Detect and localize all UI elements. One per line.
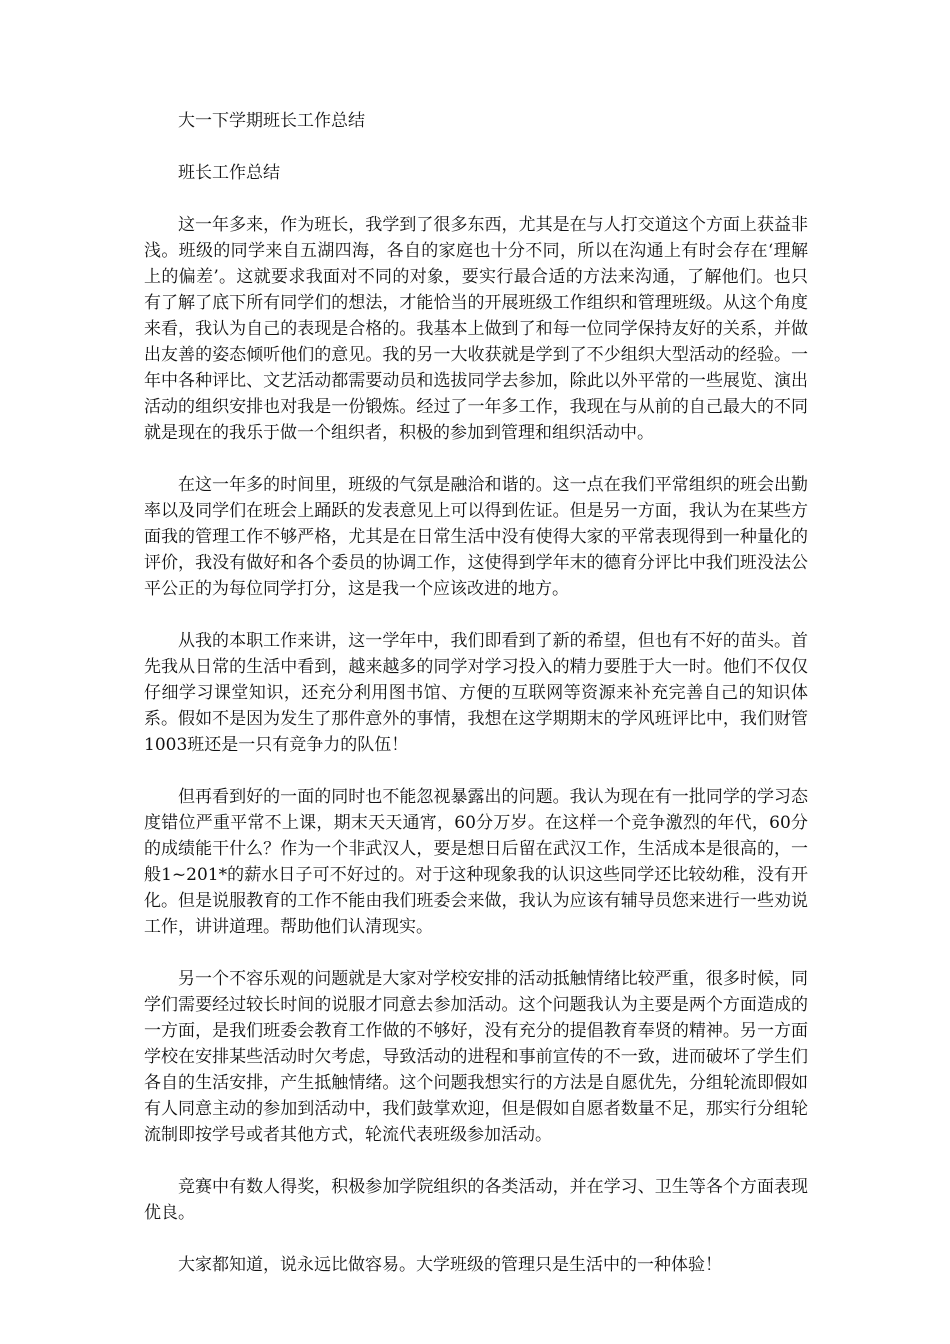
- paragraph-2: 在这一年多的时间里，班级的气氛是融洽和谐的。这一点在我们平常组织的班会出勤率以及同学们在班会上踊跃的发表意见上可以得到佐证。但是另一方面，我认为在某些方面我的管理工作不够严格，尤其是在日常生活中没有使得大家的平常表现得到一种量化的评价，我没有做好和各个委员的协调工作，这使得到学年末的德育分评比中我们班没法公平公正的为每位同学打分，这是我一个应该改进的地方。: [144, 475, 808, 599]
- paragraph-1: 这一年多来，作为班长，我学到了很多东西，尤其是在与人打交道这个方面上获益非浅。班级的同学来自五湖四海，各自的家庭也十分不同，所以在沟通上有时会存在‘理解上的偏差’。这就要求我面对不同的对象，要实行最合适的方法来沟通，了解他们。也只有了解了底下所有同学们的想法，才能恰当的开展班级工作组织和管理班级。从这个角度来看，我认为自己的表现是合格的。我基本上做到了和每一位同学保持友好的关系，并做出友善的姿态倾听他们的意见。我的另一大收获就是学到了不少组织大型活动的经验。一年中各种评比、文艺活动都需要动员和选拔同学去参加，除此以外平常的一些展览、演出活动的组织安排也对我是一份锻炼。经过了一年多工作，我现在与从前的自己最大的不同就是现在的我乐于做一个组织者，积极的参加到管理和组织活动中。: [144, 215, 808, 443]
- paragraph-5: 另一个不容乐观的问题就是大家对学校安排的活动抵触情绪比较严重，很多时候，同学们需要经过较长时间的说服才同意去参加活动。这个问题我认为主要是两个方面造成的一方面，是我们班委会教育工作做的不够好，没有充分的提倡教育奉贤的精神。另一方面学校在安排某些活动时欠考虑，导致活动的进程和事前宣传的不一致，进而破坏了学生们各自的生活安排，产生抵触情绪。这个问题我想实行的方法是自愿优先，分组轮流即假如有人同意主动的参加到活动中，我们鼓掌欢迎，但是假如自愿者数量不足，那实行分组轮流制即按学号或者其他方式，轮流代表班级参加活动。: [144, 969, 808, 1145]
- document-title: 大一下学期班长工作总结: [178, 111, 365, 131]
- document-subtitle: 班长工作总结: [178, 163, 280, 183]
- paragraph-6: 竞赛中有数人得奖，积极参加学院组织的各类活动，并在学习、卫生等各个方面表现优良。: [144, 1177, 808, 1223]
- paragraph-7: 大家都知道，说永远比做容易。大学班级的管理只是生活中的一种体验！: [178, 1255, 722, 1275]
- paragraph-4: 但再看到好的一面的同时也不能忽视暴露出的问题。我认为现在有一批同学的学习态度错位严重平常不上课，期末天天通宵，60分万岁。在这样一个竞争激烈的年代，60分的成绩能干什么？作为一个非武汉人，要是想日后留在武汉工作，生活成本是很高的，一般1~201*的薪水日子可不好过的。对于这种现象我的认识这些同学还比较幼稚，没有开化。但是说服教育的工作不能由我们班委会来做，我认为应该有辅导员您来进行一些劝说工作，讲讲道理。帮助他们认清现实。: [144, 787, 808, 937]
- paragraph-3: 从我的本职工作来讲，这一学年中，我们即看到了新的希望，但也有不好的苗头。首先我从日常的生活中看到，越来越多的同学对学习投入的精力要胜于大一时。他们不仅仅仔细学习课堂知识，还充分利用图书馆、方便的互联网等资源来补充完善自己的知识体系。假如不是因为发生了那件意外的事情，我想在这学期期末的学风班评比中，我们财管1003班还是一只有竞争力的队伍！: [144, 631, 808, 755]
- document-page: [144, 108, 808, 1304]
